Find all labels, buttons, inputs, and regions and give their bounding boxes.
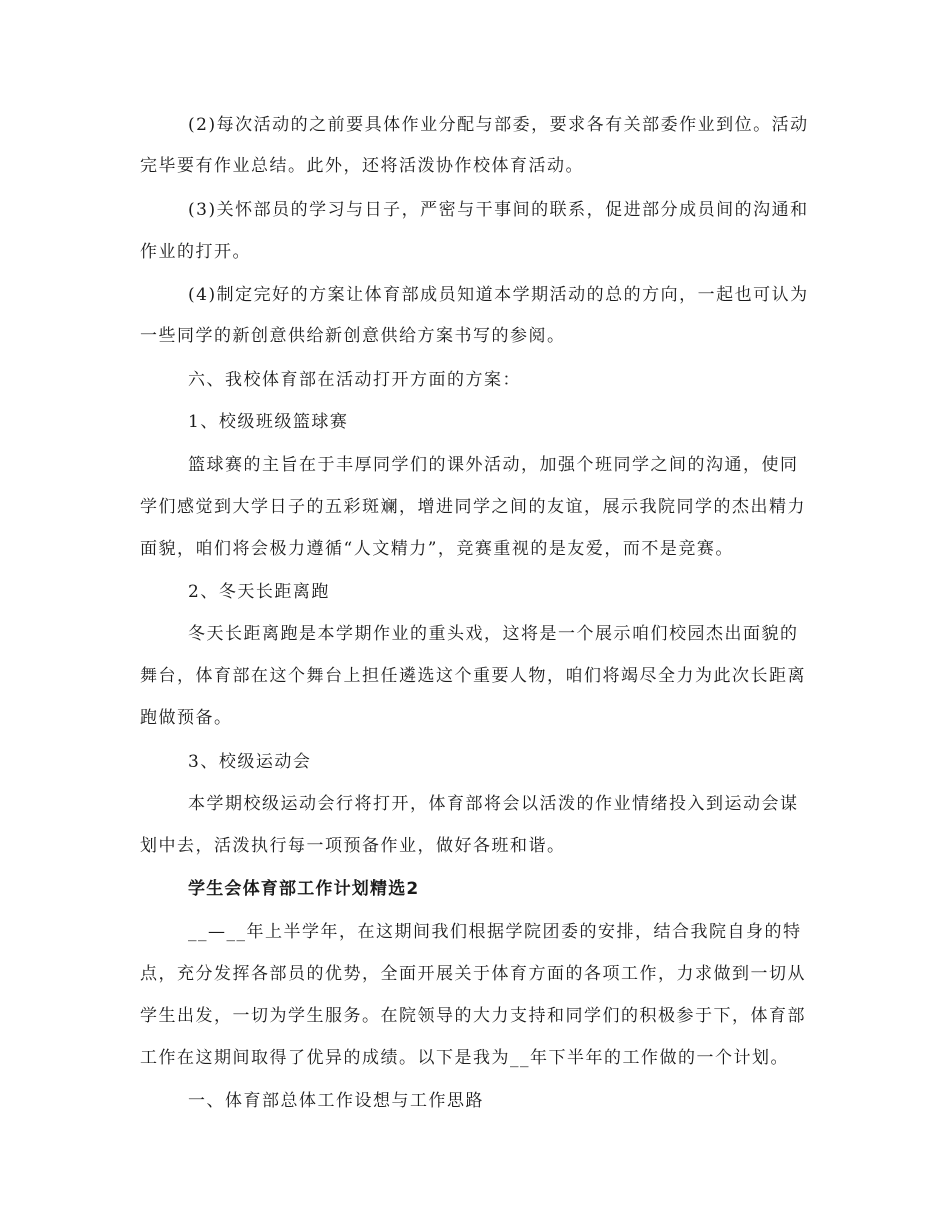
paragraph-2-line-1: (2)每次活动的之前要具体作业分配与部委，要求各有关部委作业到位。活动 — [188, 115, 809, 135]
section-six-heading: 六、我校体育部在活动打开方面的方案： — [188, 370, 521, 390]
basketball-line-2: 学们感觉到大学日子的五彩斑斓，增进同学之间的友谊，展示我院同学的杰出精力 — [140, 497, 806, 517]
item-2-title: 2、冬天长距离跑 — [188, 582, 330, 602]
paragraph-3-line-2: 作业的打开。 — [140, 242, 251, 262]
basketball-line-1: 篮球赛的主旨在于丰厚同学们的课外活动，加强个班同学之间的沟通，使同 — [188, 455, 799, 475]
intro-line-2: 点，充分发挥各部员的优势，全面开展关于体育方面的各项工作，力求做到一切从 — [140, 964, 806, 984]
winter-run-line-2: 舞台，体育部在这个舞台上担任遴选这个重要人物，咱们将竭尽全力为此次长距离 — [140, 666, 806, 686]
intro-line-1: __—__年上半学年，在这期间我们根据学院团委的安排，结合我院自身的特 — [188, 922, 802, 942]
item-1-title: 1、校级班级篮球赛 — [188, 412, 349, 432]
paragraph-4-line-1: (4)制定完好的方案让体育部成员知道本学期活动的总的方向，一起也可认为 — [188, 285, 809, 305]
item-3-title: 3、校级运动会 — [188, 752, 312, 772]
sports-meet-line-1: 本学期校级运动会行将打开，体育部将会以活泼的作业情绪投入到运动会谋 — [188, 794, 799, 814]
winter-run-line-3: 跑做预备。 — [140, 708, 233, 728]
section-title: 学生会体育部工作计划精选2 — [188, 879, 420, 899]
winter-run-line-1: 冬天长距离跑是本学期作业的重头戏，这将是一个展示咱们校园杰出面貌的 — [188, 624, 799, 644]
paragraph-2-line-2: 完毕要有作业总结。此外，还将活泼协作校体育活动。 — [140, 156, 584, 176]
intro-line-3: 学生出发，一切为学生服务。在院领导的大力支持和同学们的积极参于下，体育部 — [140, 1006, 806, 1026]
paragraph-3-line-1: (3)关怀部员的学习与日子，严密与干事间的联系，促进部分成员间的沟通和 — [188, 200, 809, 220]
sports-meet-line-2: 划中去，活泼执行每一项预备作业，做好各班和谐。 — [140, 836, 566, 856]
basketball-line-3: 面貌，咱们将会极力遵循“人文精力”，竞赛重视的是友爱，而不是竞赛。 — [140, 539, 734, 559]
intro-line-4: 工作在这期间取得了优异的成绩。以下是我为__年下半年的工作做的一个计划。 — [140, 1048, 789, 1068]
part-one-heading: 一、体育部总体工作设想与工作思路 — [188, 1091, 484, 1111]
paragraph-4-line-2: 一些同学的新创意供给新创意供给方案书写的参阅。 — [140, 326, 566, 346]
